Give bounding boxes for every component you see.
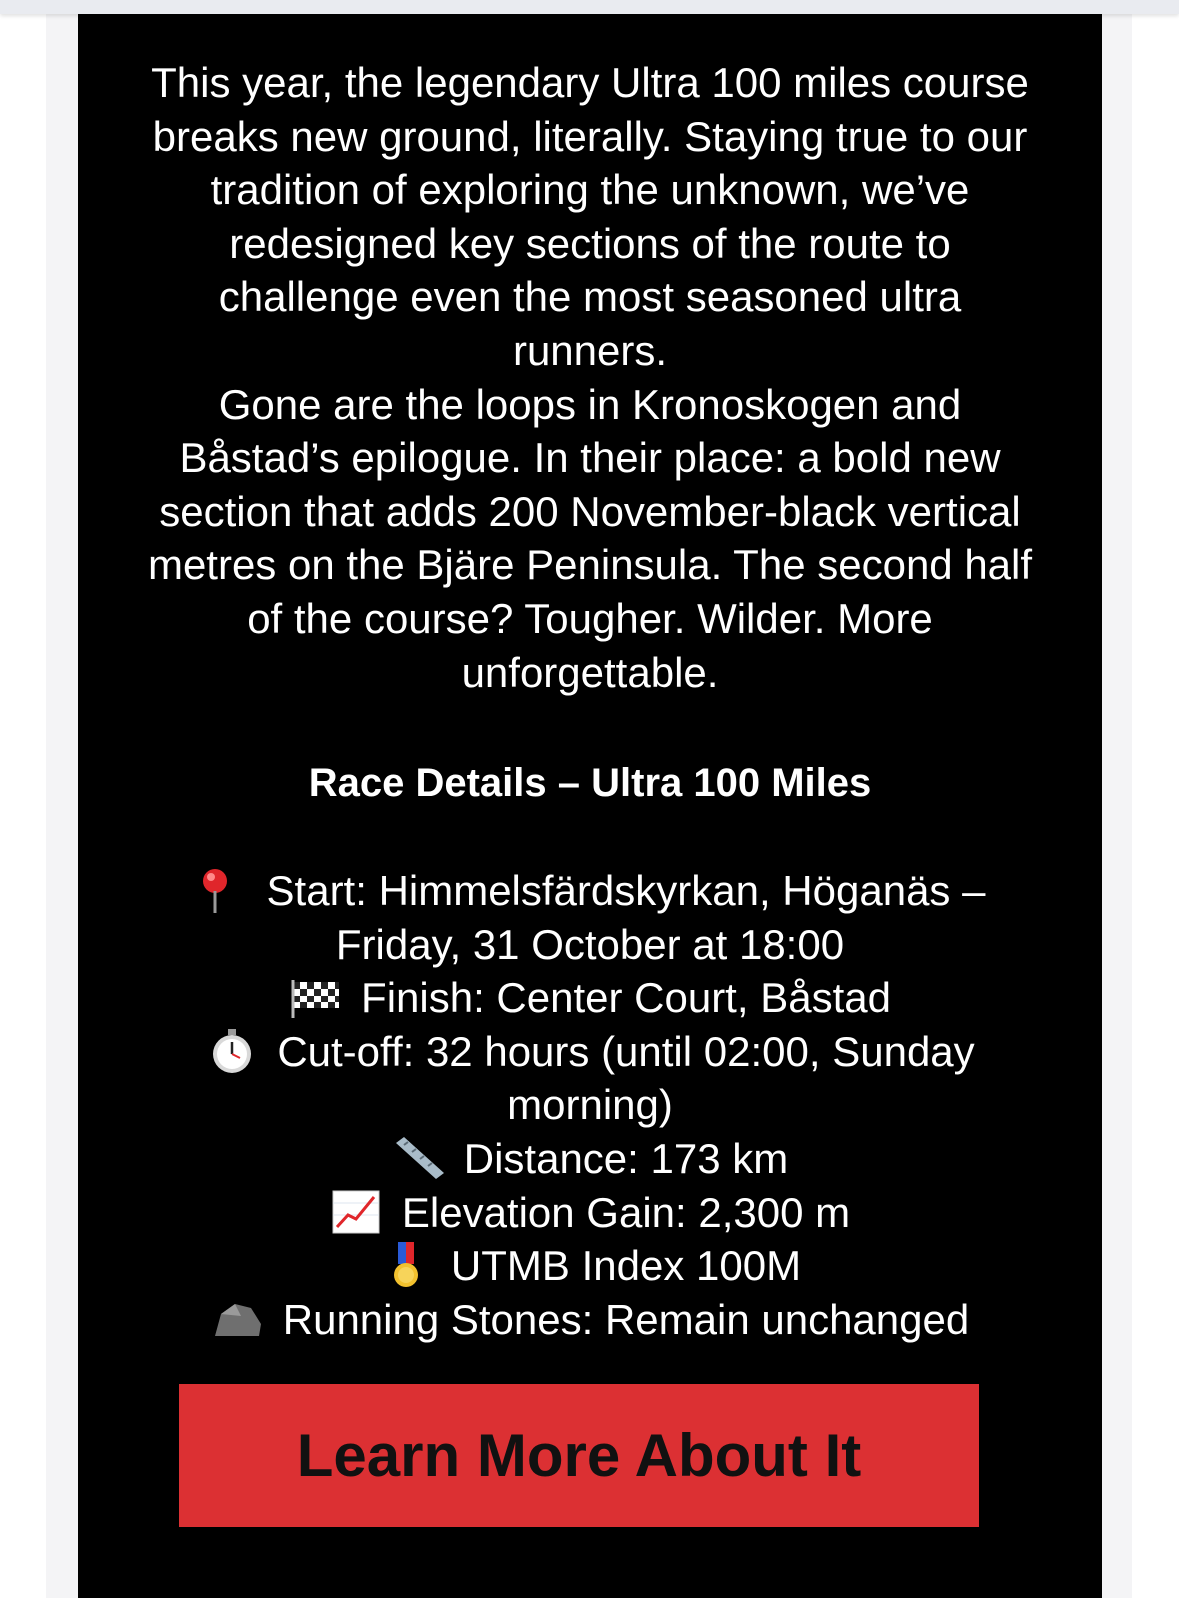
- detail-finish: [148, 971, 1032, 1025]
- ruler-icon: [392, 1135, 446, 1181]
- rock-icon: [211, 1296, 265, 1342]
- intro-paragraph-1: This year, the legendary Ultra 100 miles course breaks new ground, literally. Staying true to our tradition of exploring the unknown, we’ve redesigned key sections of the route to challenge even the most seasoned ultra runners.: [151, 59, 1029, 374]
- top-shadow-bar: [0, 0, 1179, 14]
- learn-more-button[interactable]: Learn More About It: [179, 1384, 979, 1527]
- detail-utmb: [148, 1239, 1032, 1293]
- intro-paragraph-2: Gone are the loops in Kronoskogen and Båstad’s epilogue. In their place: a bold new section that adds 200 November-black vertical metres on the Bjäre Peninsula. The second half of the course? Tougher. Wilder. More unforgettable.: [147, 380, 1033, 696]
- page-gutter-left: [46, 0, 78, 1598]
- checkered-flag-icon: [289, 974, 343, 1020]
- detail-distance: [148, 1132, 1032, 1186]
- race-details-list: [148, 864, 1032, 1346]
- detail-elevation-text: Elevation Gain: 2,300 m: [401, 1188, 851, 1236]
- detail-running-stones: [148, 1293, 1032, 1347]
- detail-running-stones-text: Running Stones: Remain unchanged: [282, 1295, 970, 1343]
- chart-increasing-icon: [330, 1189, 384, 1235]
- detail-cutoff-text: Cut-off: 32 hours (until 02:00, Sunday morning): [277, 1027, 975, 1129]
- race-details-heading: Race Details – Ultra 100 Miles: [308, 761, 872, 805]
- detail-utmb-text: UTMB Index 100M: [450, 1242, 802, 1290]
- pushpin-icon: [195, 867, 249, 913]
- content-panel: [78, 0, 1102, 1598]
- detail-elevation: [148, 1186, 1032, 1240]
- detail-cutoff: [148, 1025, 1032, 1132]
- medal-icon: [379, 1242, 433, 1288]
- detail-finish-text: Finish: Center Court, Båstad: [361, 974, 891, 1022]
- intro-text: [138, 56, 1042, 699]
- detail-distance-text: Distance: 173 km: [463, 1134, 789, 1182]
- page-gutter-right: [1102, 0, 1132, 1598]
- stopwatch-icon: [205, 1028, 259, 1074]
- detail-start: [148, 864, 1032, 971]
- detail-start-text: Start: Himmelsfärdskyrkan, Höganäs – Friday, 31 October at 18:00: [266, 867, 986, 968]
